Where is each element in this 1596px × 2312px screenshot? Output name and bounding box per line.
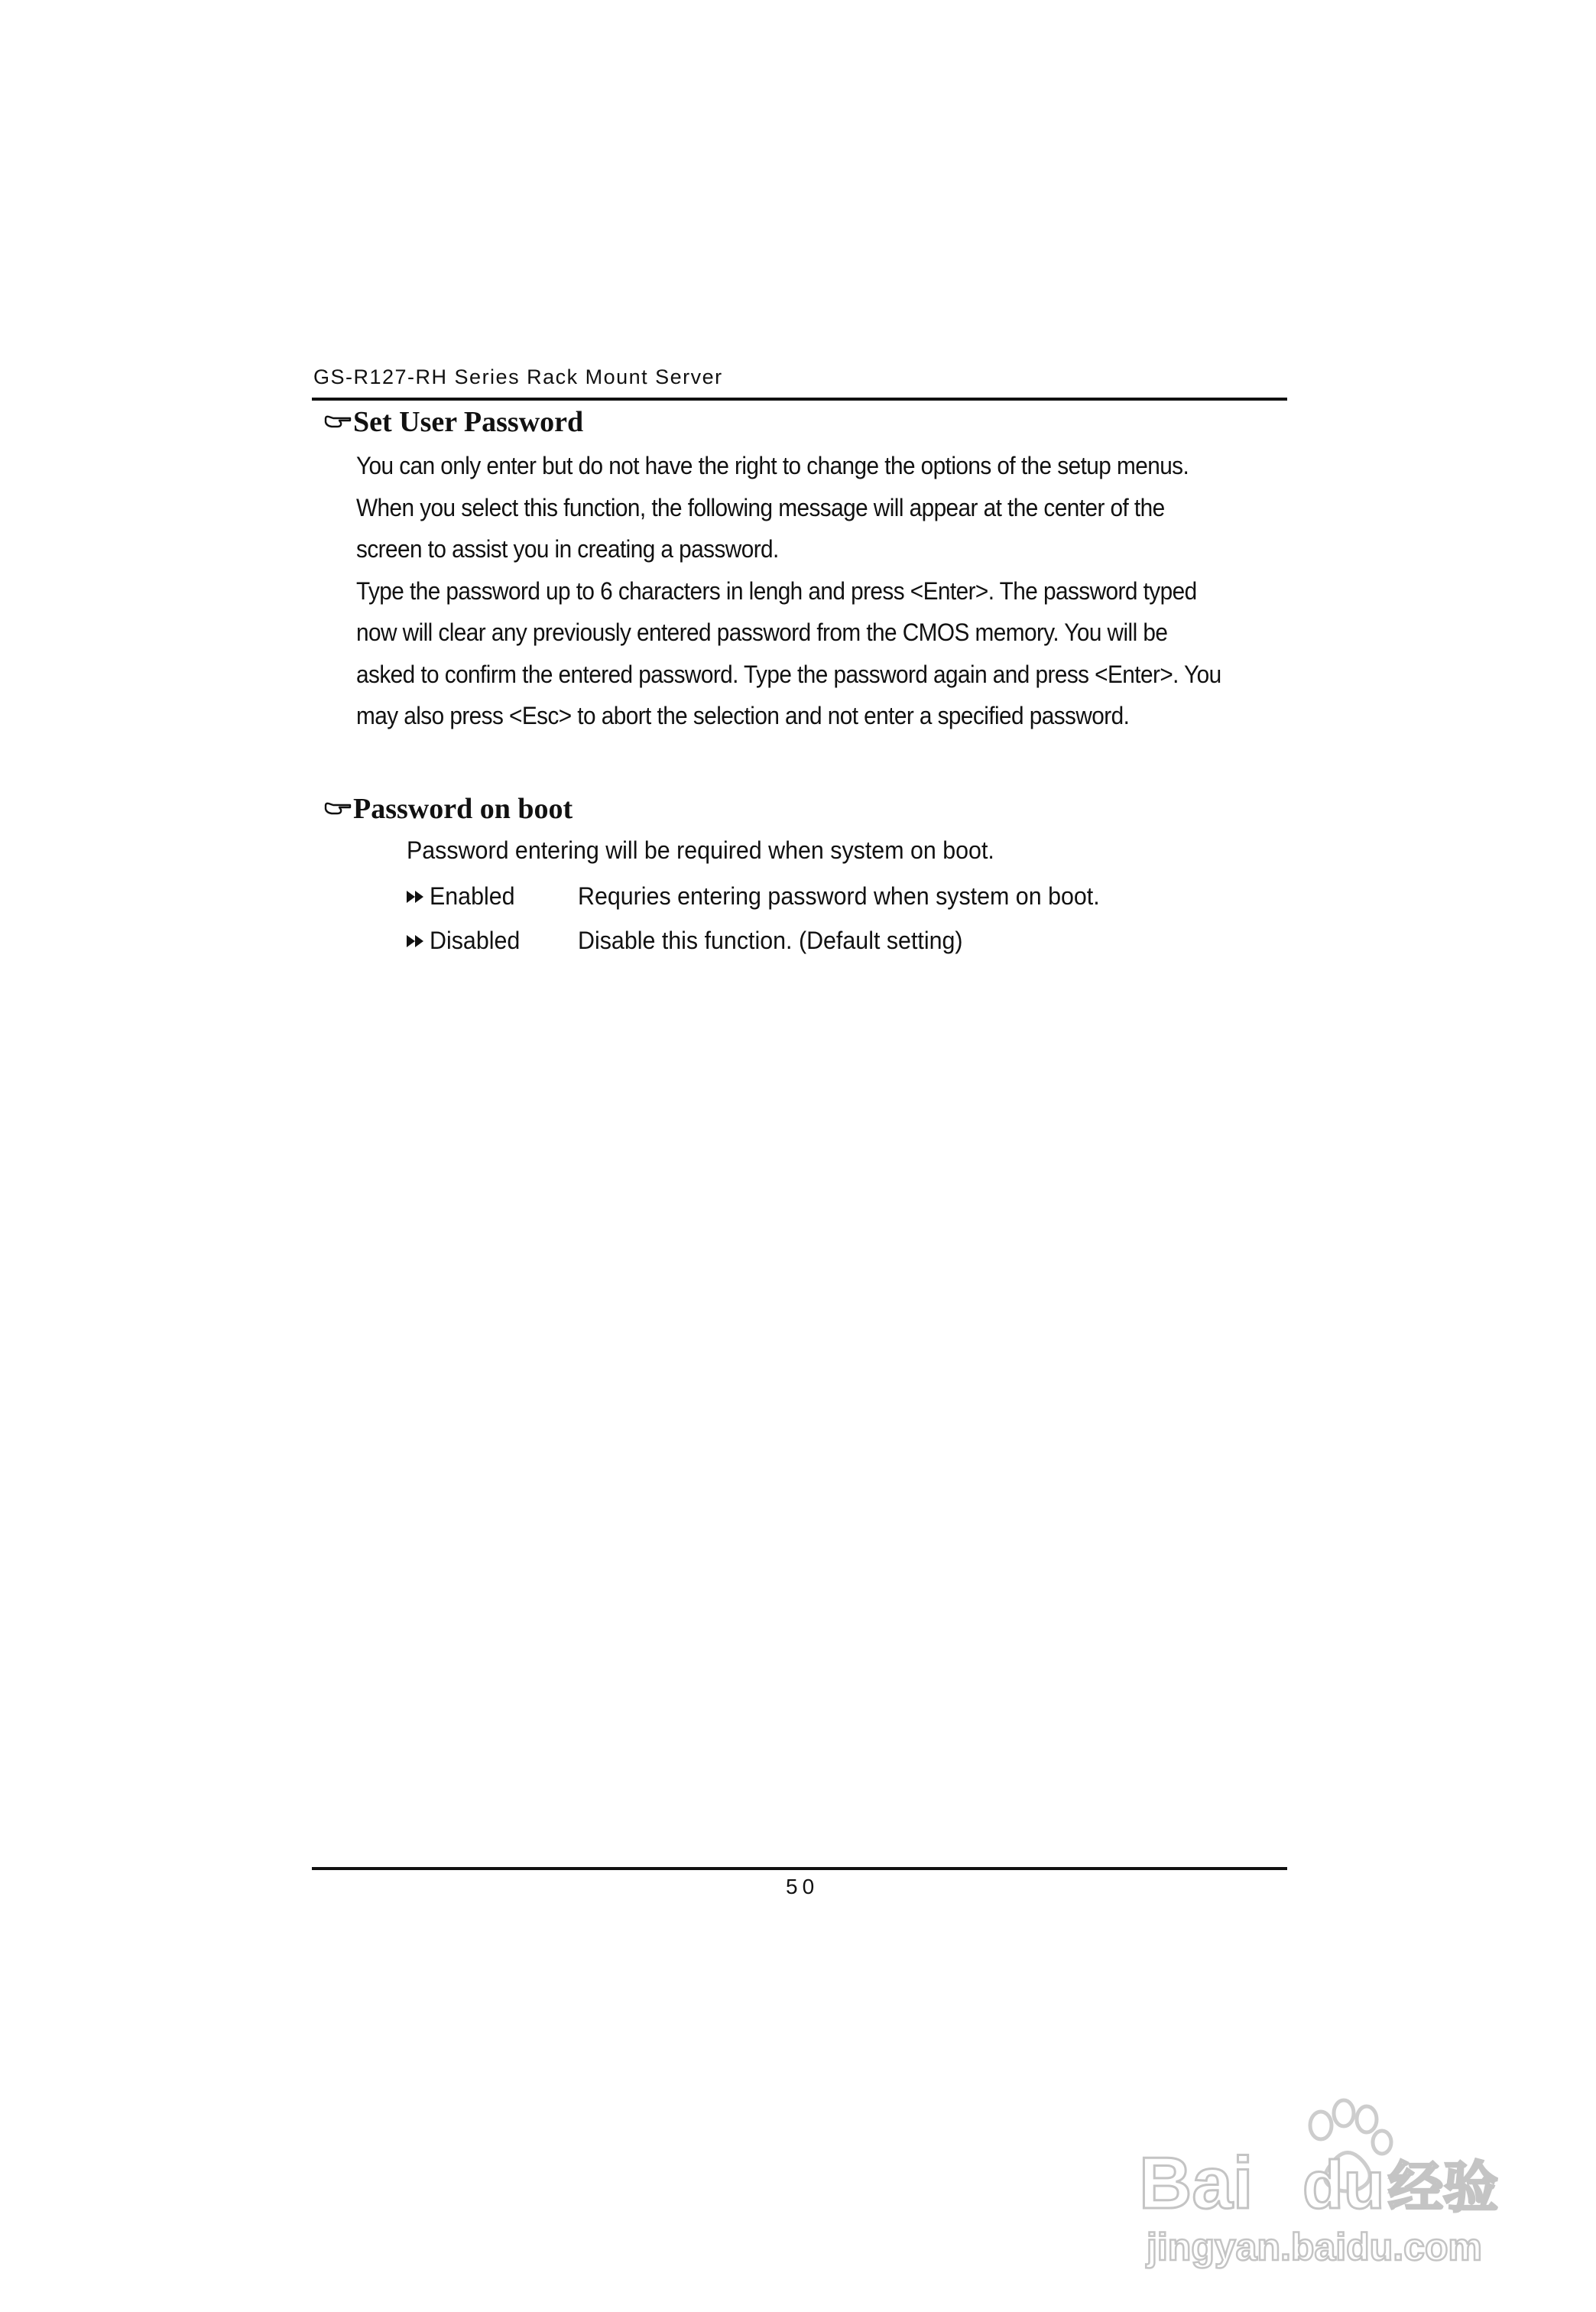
option-row-disabled	[405, 927, 983, 955]
svg-text:du: du	[1302, 2147, 1385, 2223]
section-title-text: Set User Password	[353, 406, 584, 438]
double-arrow-icon	[405, 888, 427, 905]
svg-text:Bai: Bai	[1139, 2142, 1254, 2224]
section-title-text: Password on boot	[353, 793, 573, 825]
page-number: 50	[786, 1875, 819, 1898]
header-rule	[312, 398, 1287, 401]
option-description: Disable this function. (Default setting)	[578, 927, 963, 954]
option-name: Disabled	[430, 927, 521, 954]
paragraph: You can only enter but do not have the right to change the options of the setup menus. When you select this function, the following message will appear at the center of the screen to assist you in creating a password.	[356, 452, 1189, 563]
password-on-boot-intro: Password entering will be required when system on boot.	[407, 836, 994, 864]
svg-text:经验: 经验	[1388, 2155, 1499, 2219]
baidu-watermark-logo	[1131, 2072, 1513, 2271]
paragraph: Type the password up to 6 characters in lengh and press <Enter>. The password typed now will clear any previously entered password from the CMOS memory. You will be asked to confirm the entered password. Type the password again and press <Enter>. You may also press <Esc> to abort the selection and not enter a specified password.	[356, 576, 1221, 729]
set-user-password-body	[356, 445, 1231, 737]
pointing-hand-icon	[324, 801, 352, 817]
running-header: GS-R127-RH Series Rack Mount Server	[313, 365, 723, 388]
double-arrow-icon	[405, 933, 427, 950]
footer-rule	[312, 1867, 1287, 1870]
option-description: Requries entering password when system on boot.	[578, 882, 1100, 910]
section-title-set-user-password	[324, 405, 583, 439]
option-row-enabled	[405, 882, 1127, 911]
pointing-hand-icon	[324, 414, 352, 430]
option-name: Enabled	[430, 882, 515, 910]
svg-text:jingyan.baidu.com: jingyan.baidu.com	[1147, 2226, 1482, 2268]
section-title-password-on-boot	[324, 792, 573, 826]
